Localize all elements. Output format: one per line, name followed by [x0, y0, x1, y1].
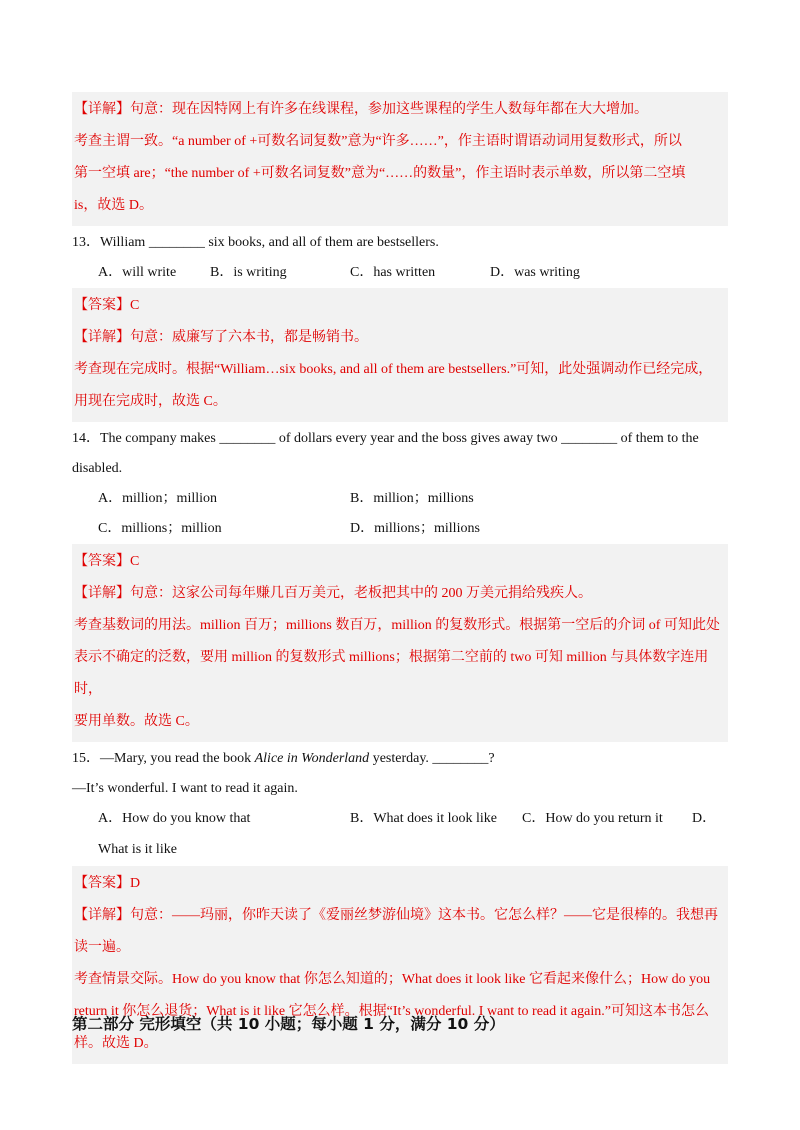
q14-option-d: D．millions；millions [350, 521, 480, 536]
question-14-options-row-1 [72, 484, 728, 514]
q15-option-b: B．What does it look like [350, 811, 497, 826]
explanation-box-14 [72, 544, 728, 742]
detail-14: 【详解】句意：这家公司每年赚几百万美元，老板把其中的 200 万美元捐给残疾人。 [74, 586, 592, 601]
q14-option-c: C．millions；million [98, 521, 222, 536]
q15-book-title: Alice in Wonderland [254, 751, 370, 766]
q13-option-c: C．has written [350, 265, 436, 280]
content [72, 92, 728, 1064]
q15-stem-a: 15．—Mary, you read the book [72, 751, 255, 766]
detail-12: 【详解】句意：现在因特网上有许多在线课程，参加这些课程的学生人数每年都在大大增加。 [74, 102, 648, 117]
detail-14-line-1: 考查基数词的用法。million 百万；millions 数百万，million 的复数形式。根据第一空后的介词 of 可知此处 [74, 618, 720, 633]
q14-option-b: B．million；millions [350, 491, 474, 506]
question-14-stem-line-2: disabled. [72, 461, 123, 476]
q13-option-b: B．is writing [210, 265, 287, 280]
q15-option-d-text: What is it like [98, 842, 177, 857]
detail-12-line-1: 考查主谓一致。“a number of +可数名词复数”意为“许多……”，作主语时谓语动词用复数形式，所以 [74, 134, 682, 149]
q14-option-a: A．million；million [98, 491, 218, 506]
detail-12-line-2: 第一空填 are；“the number of +可数名词复数”意为“……的数量”，作主语时表示单数，所以第二空填 [74, 166, 686, 181]
detail-14-line-2: 表示不确定的泛数，要用 million 的复数形式 millions；根据第二空前的 two 可知 million 与具体数字连用时， [74, 650, 709, 697]
question-15-options [72, 804, 728, 834]
question-15-stem [72, 744, 728, 774]
q13-option-a: A．will write [98, 265, 177, 280]
explanation-box-15 [72, 866, 728, 1064]
explanation-box-13 [72, 288, 728, 422]
detail-15-line-5: 样。故选 D。 [74, 1036, 158, 1051]
q15-option-d: D． [692, 811, 717, 826]
section-heading: 第二部分 完形填空（共 10 小题；每小题 1 分，满分 10 分） [72, 1015, 505, 1033]
answer-14: 【答案】C [74, 554, 140, 569]
q15-stem-b: yesterday. ________? [369, 751, 495, 766]
detail-15-line-2: 读一遍。 [74, 940, 130, 955]
detail-15-line-3: 考查情景交际。How do you know that 你怎么知道的；What does it look like 它看起来像什么；How do you [74, 972, 711, 987]
detail-12-line-3: is，故选 D。 [74, 198, 153, 213]
detail-14-line-3: 要用单数。故选 C。 [74, 714, 199, 729]
detail-15-line-1: 【详解】句意：——玛丽，你昨天读了《爱丽丝梦游仙境》这本书。它怎么样？——它是很棒的。我想再 [74, 908, 718, 923]
question-14-options-row-2 [72, 514, 728, 544]
question-13-options [72, 258, 728, 288]
detail-13: 【详解】句意：威廉写了六本书，都是畅销书。 [74, 330, 368, 345]
q13-option-d: D．was writing [490, 265, 580, 280]
q15-option-c: C．How do you return it [522, 811, 663, 826]
answer-15: 【答案】D [74, 876, 141, 891]
explanation-box-12 [72, 92, 728, 226]
detail-13-line-1: 考查现在完成时。根据“William…six books, and all of them are bestsellers.”可知，此处强调动作已经完成， [74, 362, 713, 377]
question-15-reply: —It’s wonderful. I want to read it again. [72, 781, 298, 796]
answer-13: 【答案】C [74, 298, 140, 313]
question-13-stem: 13．William ________ six books, and all of them are bestsellers. [72, 235, 439, 250]
q15-option-a: A．How do you know that [98, 811, 251, 826]
question-14-stem-line-1: 14．The company makes ________ of dollars every year and the boss gives away two ________ of them to the [72, 431, 699, 446]
detail-13-line-2: 用现在完成时，故选 C。 [74, 394, 227, 409]
detail-15-line-4: return it 你怎么退货；What is it like 它怎么样。根据“It’s wonderful. I want to read it again.”可知这本书怎么 [74, 1004, 709, 1019]
